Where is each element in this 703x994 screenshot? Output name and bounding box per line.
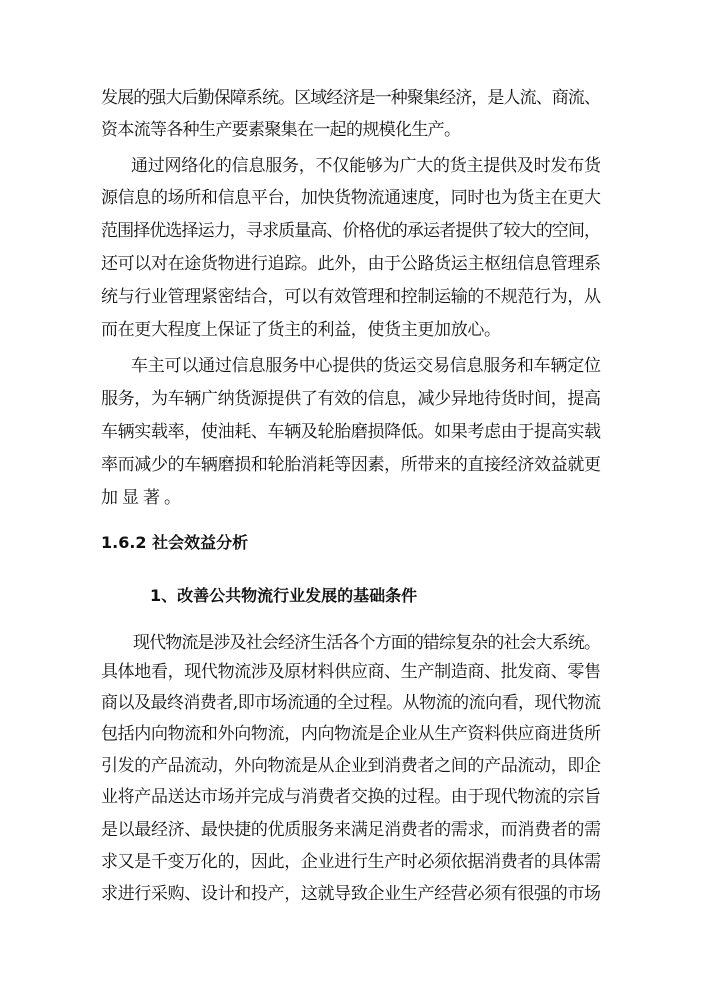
paragraph-2-line-6: 而在更大程度上保证了货主的利益，使货主更加放心。 <box>101 320 501 340</box>
paragraph-2-line-2: 源信息的场所和信息平台，加快货物流通速度，同时也为货主在更大 <box>101 188 601 208</box>
paragraph-3-line-5: 加显著。 <box>101 488 185 508</box>
paragraph-4-line-6: 业将产品送达市场并完成与消费者交换的过程。由于现代物流的宗旨 <box>101 787 601 807</box>
paragraph-4-line-8: 求又是千变万化的，因此，企业进行生产时必须依据消费者的具体需 <box>101 852 601 872</box>
paragraph-2-line-3: 范围择优选择运力，寻求质量高、价格优的承运者提供了较大的空间， <box>101 221 601 241</box>
paragraph-2-line-4: 还可以对在途货物进行追踪。此外，由于公路货运主枢纽信息管理系 <box>101 254 601 274</box>
paragraph-4-line-3: 商以及最终消费者,即市场流通的全过程。从物流的流向看，现代物流 <box>101 693 601 713</box>
paragraph-4-line-5: 引发的产品流动，外向物流是从企业到消费者之间的产品流动，即企 <box>101 756 601 776</box>
paragraph-1-line-1: 发展的强大后勤保障系统。区域经济是一种聚集经济，是人流、商流、 <box>101 88 601 108</box>
subheading: 1、改善公共物流行业发展的基础条件 <box>150 586 418 605</box>
paragraph-4-line-9: 求进行采购、设计和投产，这就导致企业生产经营必须有很强的市场 <box>101 884 601 904</box>
paragraph-4-line-2: 具体地看，现代物流涉及原材料供应商、生产制造商、批发商、零售 <box>101 662 601 682</box>
paragraph-2-line-5: 统与行业管理紧密结合，可以有效管理和控制运输的不规范行为，从 <box>101 287 601 307</box>
paragraph-3-line-1: 车主可以通过信息服务中心提供的货运交易信息服务和车辆定位 <box>131 356 601 376</box>
paragraph-4-line-4: 包括内向物流和外向物流，内向物流是企业从生产资料供应商进货所 <box>101 724 601 744</box>
section-heading: 1.6.2 社会效益分析 <box>101 533 249 552</box>
paragraph-3-line-2: 服务，为车辆广纳货源提供了有效的信息，减少异地待货时间，提高 <box>101 389 601 409</box>
paragraph-2-line-1: 通过网络化的信息服务，不仅能够为广大的货主提供及时发布货 <box>131 156 601 176</box>
paragraph-4-line-7: 是以最经济、最快捷的优质服务来满足消费者的需求，而消费者的需 <box>101 820 601 840</box>
paragraph-3-line-4: 率而减少的车辆磨损和轮胎消耗等因素，所带来的直接经济效益就更 <box>101 455 601 475</box>
paragraph-1-line-2: 资本流等各种生产要素聚集在一起的规模化生产。 <box>101 120 461 140</box>
paragraph-3-line-3: 车辆实载率，使油耗、车辆及轮胎磨损降低。如果考虑由于提高实载 <box>101 422 601 442</box>
paragraph-4-line-1: 现代物流是涉及社会经济生活各个方面的错综复杂的社会大系统。 <box>133 633 601 653</box>
